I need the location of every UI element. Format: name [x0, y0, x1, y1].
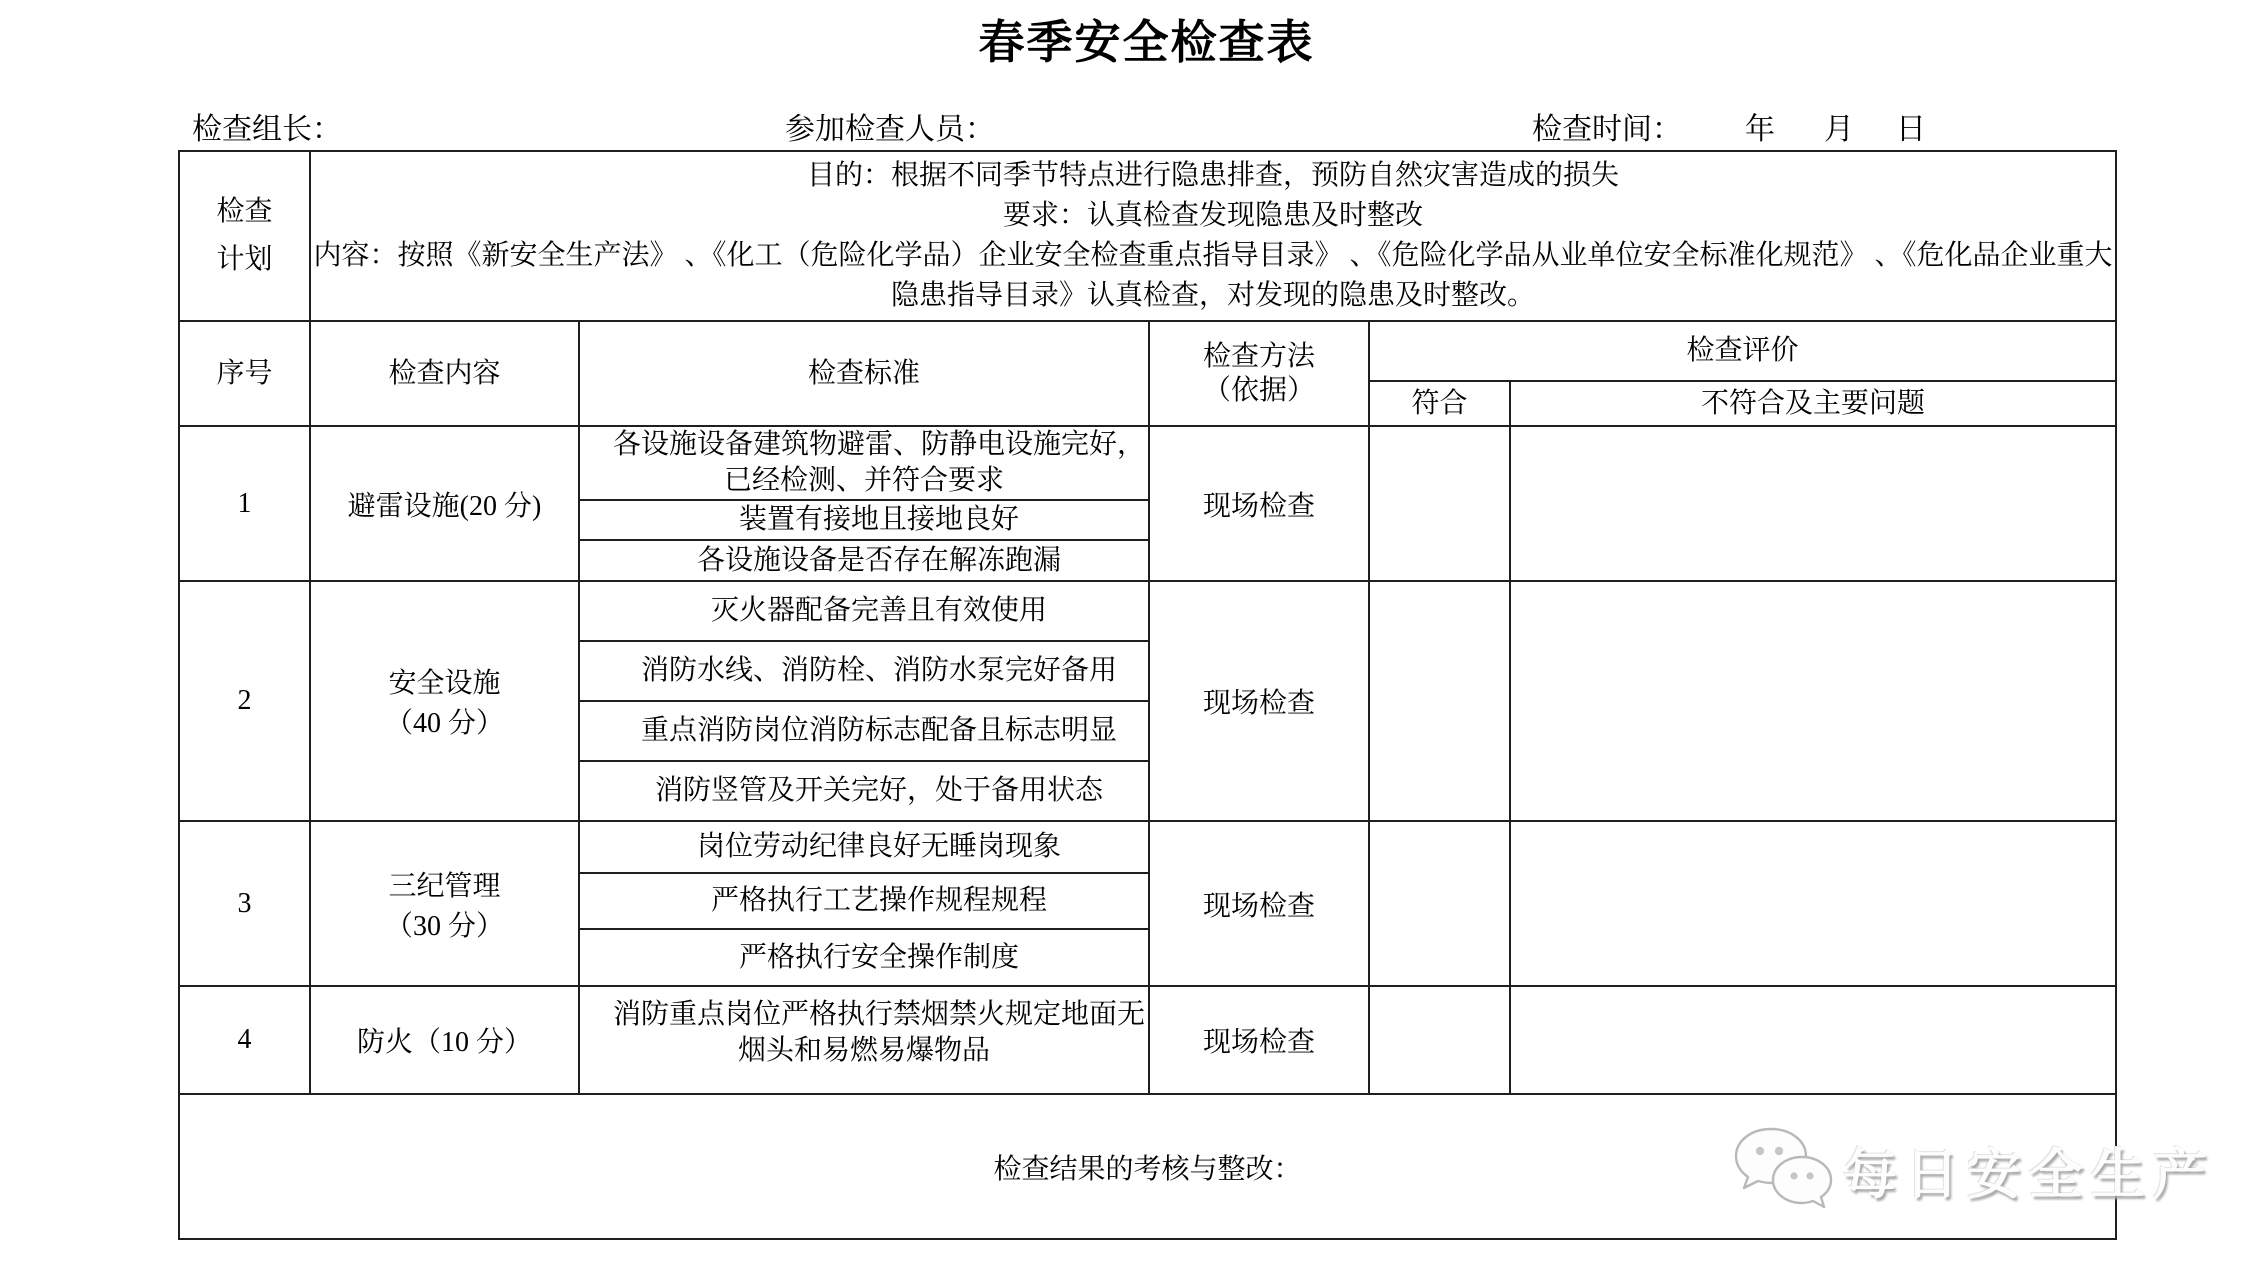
row4-no: 4 [179, 986, 310, 1094]
header-standard: 检查标准 [579, 321, 1149, 426]
day-label: 日 [1896, 113, 1926, 146]
row3-no: 3 [179, 821, 310, 986]
meta-row [0, 104, 2245, 152]
row2-pass-cell [1369, 581, 1510, 821]
result-label: 检查结果的考核与整改： [179, 1094, 2116, 1239]
row3-standard-3: 严格执行安全操作制度 [579, 929, 1149, 986]
inspection-leader-label: 检查组长： [192, 113, 342, 146]
plan-row [179, 151, 2116, 321]
header-pass: 符合 [1369, 381, 1510, 426]
row2-standard-1: 灭火器配备完善且有效使用 [579, 581, 1149, 641]
row3-content-line2: （30 分） [384, 910, 504, 942]
row2-no: 2 [179, 581, 310, 821]
row2-content [310, 581, 579, 821]
watermark [1733, 1124, 2215, 1216]
row1-content: 避雷设施(20 分) [310, 426, 579, 581]
row1-no: 1 [179, 426, 310, 581]
row3-standard-2: 严格执行工艺操作规程规程 [579, 873, 1149, 929]
row1-pass-cell [1369, 426, 1510, 581]
table-row [179, 986, 2116, 1094]
participants-label: 参加检查人员： [785, 113, 995, 146]
header-no: 序号 [179, 321, 310, 426]
header-content: 检查内容 [310, 321, 579, 426]
plan-label-line1: 检查 [216, 196, 273, 227]
month-label: 月 [1824, 113, 1854, 146]
row3-pass-cell [1369, 821, 1510, 986]
header-method [1149, 321, 1369, 426]
header-evaluation: 检查评价 [1369, 321, 2116, 381]
row2-standard-4: 消防竖管及开关完好，处于备用状态 [579, 761, 1149, 821]
row4-method: 现场检查 [1149, 986, 1369, 1094]
watermark-text: 每日安全生产 [1843, 1144, 2215, 1205]
table-row [179, 821, 2116, 873]
row3-content [310, 821, 579, 986]
row2-standard-2: 消防水线、消防栓、消防水泵完好备用 [579, 641, 1149, 701]
plan-body-cell [310, 151, 2116, 321]
row1-issue-cell [1510, 426, 2116, 581]
row2-issue-cell [1510, 581, 2116, 821]
inspection-time-label: 检查时间： [1532, 113, 1682, 146]
row3-method: 现场检查 [1149, 821, 1369, 986]
row3-issue-cell [1510, 821, 2116, 986]
row1-standard-2: 装置有接地且接地良好 [579, 500, 1149, 540]
row1-standard-1: 各设施设备建筑物避雷、防静电设施完好，已经检测、并符合要求 [579, 426, 1149, 500]
row1-method: 现场检查 [1149, 426, 1369, 581]
header-method-line2: （依据） [1202, 374, 1315, 406]
header-method-line1: 检查方法 [1202, 340, 1315, 372]
plan-purpose: 目的：根据不同季节特点进行隐患排查，预防自然灾害造成的损失 [807, 160, 1620, 191]
inspection-table [178, 150, 2117, 1240]
plan-label-line2: 计划 [216, 244, 273, 275]
year-label: 年 [1745, 113, 1775, 146]
plan-requirement: 要求：认真检查发现隐患及时整改 [1003, 200, 1424, 231]
row2-content-line2: （40 分） [384, 708, 504, 739]
page-title: 春季安全检查表 [978, 17, 1315, 68]
row2-method: 现场检查 [1149, 581, 1369, 821]
row3-standard-1: 岗位劳动纪律良好无睡岗现象 [579, 821, 1149, 873]
header-fail: 不符合及主要问题 [1510, 381, 2116, 426]
row2-standard-3: 重点消防岗位消防标志配备且标志明显 [579, 701, 1149, 761]
row2-content-line1: 安全设施 [388, 668, 501, 699]
row4-content: 防火（10 分） [310, 986, 579, 1094]
plan-label-cell [179, 151, 310, 321]
row4-issue-cell [1510, 986, 2116, 1094]
table-row [179, 426, 2116, 500]
plan-content: 内容：按照《新安全生产法》 、《化工（危险化学品）企业安全检查重点指导目录》 、《危险化学品从业单位安全标准化规范》 、《危化品企业重大隐患指导目录》认真检查，对发现的隐患及时整改。 [313, 240, 2113, 311]
row4-pass-cell [1369, 986, 1510, 1094]
row1-standard-3: 各设施设备是否存在解冻跑漏 [579, 540, 1149, 581]
header-row-1 [179, 321, 2116, 381]
wechat-icon [1733, 1124, 1833, 1217]
row3-content-line1: 三纪管理 [388, 870, 501, 902]
row4-standard-1: 消防重点岗位严格执行禁烟禁火规定地面无烟头和易燃易爆物品 [579, 986, 1149, 1094]
table-row [179, 581, 2116, 641]
